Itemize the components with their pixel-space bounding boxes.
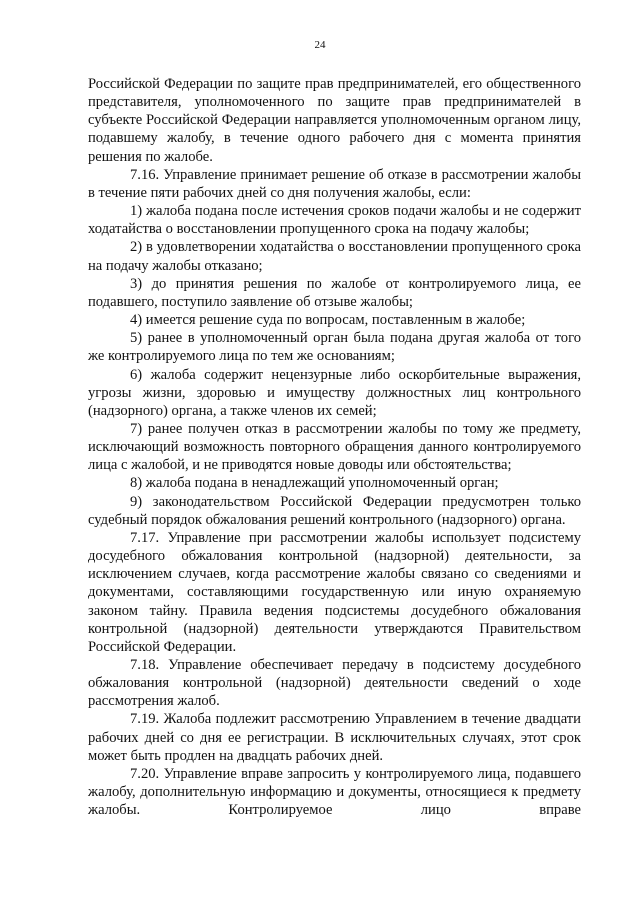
paragraph: 9) законодательством Российской Федерации предусмотрен только судебный порядок обжалования решений контрольного (надзорного) органа. bbox=[88, 493, 581, 528]
paragraph: 4) имеется решение суда по вопросам, поставленным в жалобе; bbox=[130, 312, 526, 329]
page-number: 24 bbox=[314, 39, 326, 51]
paragraph: 7.19. Жалоба подлежит рассмотрению Управлением в течение двадцати рабочих дней со дня ее регистрации. В исключительных случаях, этот срок может быть продлен на двадцать рабочих дней. bbox=[88, 711, 581, 764]
paragraph: 6) жалоба содержит нецензурные либо оскорбительные выражения, угрозы жизни, здоровью и имуществу должностных лиц контрольного (надзорного) органа, а также членов их семей; bbox=[88, 366, 581, 419]
paragraph: 7) ранее получен отказ в рассмотрении жалобы по тому же предмету, исключающий возможность повторного обращения данного контролируемого лица с жалобой, и не приводятся новые доводы или обстоятельства; bbox=[88, 420, 581, 474]
paragraph: 8) жалоба подана в ненадлежащий уполномоченный орган; bbox=[130, 475, 499, 492]
paragraph: 2) в удовлетворении ходатайства о восстановлении пропущенного срока на подачу жалобы отказано; bbox=[88, 239, 581, 274]
paragraph: 7.20. Управление вправе запросить у контролируемого лица, подавшего жалобу, дополнительную информацию и документы, относящиеся к предмету жалобы. Контролируемое лицо вправе bbox=[88, 765, 581, 819]
paragraph: 1) жалоба подана после истечения сроков подачи жалобы и не содержит ходатайства о восстановлении пропущенного срока на подачу жалобы; bbox=[88, 203, 581, 238]
paragraph: 3) до принятия решения по жалобе от контролируемого лица, ее подавшего, поступило заявление об отзыве жалобы; bbox=[88, 275, 581, 310]
paragraph: 7.18. Управление обеспечивает передачу в подсистему досудебного обжалования контрольной (надзорной) деятельности сведений о ходе рассмотрения жалоб. bbox=[88, 657, 581, 710]
document-body bbox=[88, 75, 581, 819]
paragraph: 7.16. Управление принимает решение об отказе в рассмотрении жалобы в течение пяти рабочих дней со дня получения жалобы, если: bbox=[88, 166, 581, 201]
paragraph: 7.17. Управление при рассмотрении жалобы использует подсистему досудебного обжалования контрольной (надзорной) деятельности, за исключением случаев, когда рассмотрение жалобы связано со сведениями и документами, составляющими государственную или иную охраняемую законом тайну. Правила ведения подсистемы досудебного обжалования контрольной (надзорной) деятельности утверждаются Правительством Российской Федерации. bbox=[88, 529, 581, 655]
paragraph: 5) ранее в уполномоченный орган была подана другая жалоба от того же контролируемого лица по тем же основаниям; bbox=[88, 330, 581, 365]
paragraph: Российской Федерации по защите прав предпринимателей, его общественного представителя, уполномоченного по защите прав предпринимателей в субъекте Российской Федерации направляется уполномоченным органом лицу, подавшему жалобу, в течение одного рабочего дня с момента принятия решения по жалобе. bbox=[88, 76, 581, 165]
